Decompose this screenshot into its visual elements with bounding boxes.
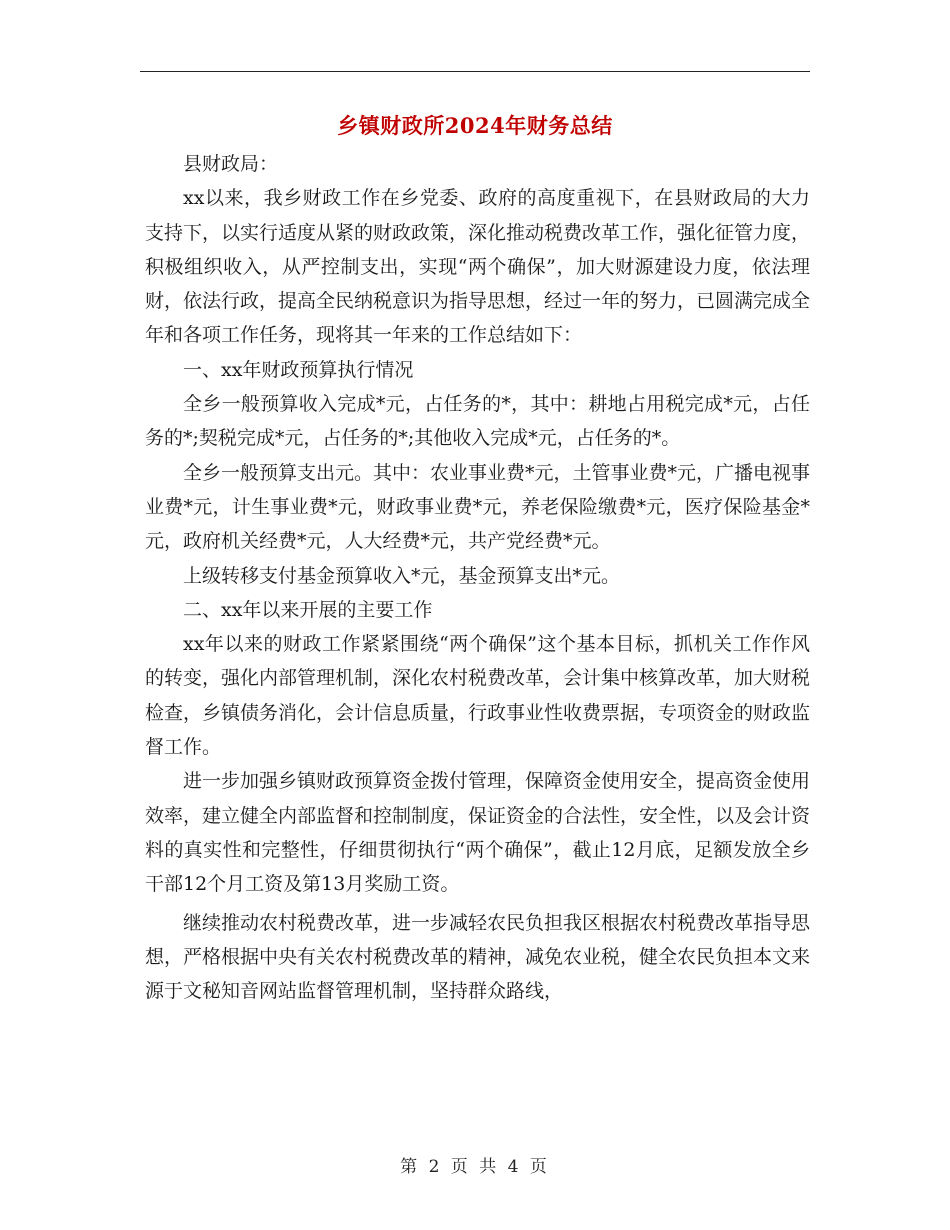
intro-paragraph: xx以来，我乡财政工作在乡党委、政府的高度重视下，在县财政局的大力支持下，以实行适度从紧的财政政策，深化推动税费改革工作，强化征管力度，积极组织收入，从严控制支出，实现“两个确保”，加大财源建设力度，依法理财，依法行政，提高全民纳税意识为指导思想，经过一年的努力，已圆满完成全年和各项工作任务，现将其一年来的工作总结如下： <box>145 187 811 347</box>
document-body <box>145 147 810 1008</box>
page-footer: 第 2 页 共 4 页 <box>400 1157 550 1177</box>
document-title: 乡镇财政所2024年财务总结 <box>337 113 613 138</box>
budget-expense-paragraph: 全乡一般预算支出元。其中：农业事业费*元，土管事业费*元，广播电视事业费*元，计生事业费*元，财政事业费*元，养老保险缴费*元，医疗保险基金*元，政府机关经费*元，人大经费*元，共产党经费*元。 <box>145 461 811 553</box>
section-heading-2: 二、xx年以来开展的主要工作 <box>183 598 433 621</box>
header-rule <box>140 71 810 72</box>
salutation: 县财政局： <box>183 153 279 175</box>
tax-reform-paragraph: 继续推动农村税费改革，进一步减轻农民负担我区根据农村税费改革指导思想，严格根据中央有关农村税费改革的精神，减免农业税，健全农民负担本文来源于文秘知音网站监督管理机制，坚持群众路线， <box>145 911 811 1003</box>
transfer-fund-paragraph: 上级转移支付基金预算收入*元，基金预算支出*元。 <box>183 564 621 587</box>
fund-management-paragraph: 进一步加强乡镇财政预算资金拨付管理，保障资金使用安全，提高资金使用效率，建立健全内部监督和控制制度，保证资金的合法性，安全性，以及会计资料的真实性和完整性，仔细贯彻执行“两个确保”，截止12月底，足额发放全乡干部12个月工资及第13月奖励工资。 <box>145 770 811 896</box>
budget-income-paragraph: 全乡一般预算收入完成*元，占任务的*，其中：耕地占用税完成*元，占任务的*;契税完成*元，占任务的*;其他收入完成*元，占任务的*。 <box>145 393 810 450</box>
main-work-paragraph: xx年以来的财政工作紧紧围绕“两个确保”这个基本目标，抓机关工作作风的转变，强化内部管理机制，深化农村税费改革，会计集中核算改革，加大财税检查，乡镇债务消化，会计信息质量，行政事业性收费票据，专项资金的财政监督工作。 <box>145 633 811 759</box>
section-heading-1: 一、xx年财政预算执行情况 <box>183 358 414 381</box>
